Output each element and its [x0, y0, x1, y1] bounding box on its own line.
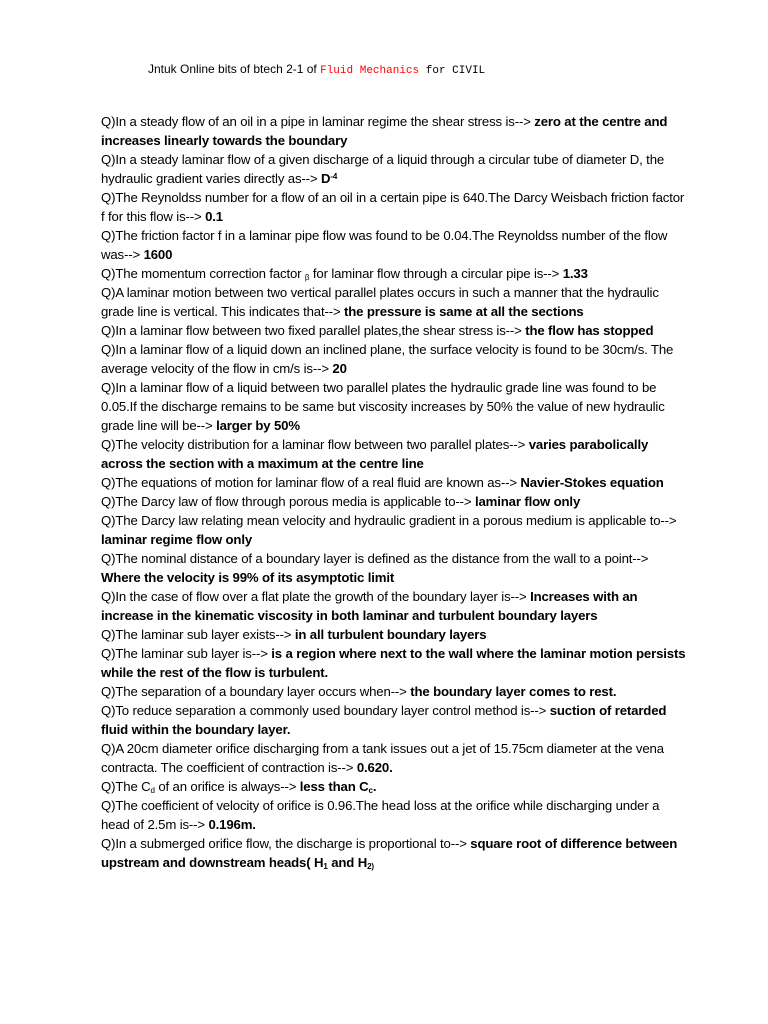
answer-subscript-2: 2) — [367, 862, 374, 871]
answer-text: 0.620. — [356, 760, 393, 775]
question-text: Q)In a laminar flow between two fixed parallel plates,the shear stress is--> — [101, 323, 526, 338]
qa-item — [101, 511, 691, 549]
qa-item — [101, 739, 691, 777]
question-text: Q)The Darcy law of flow through porous media is applicable to--> — [101, 494, 475, 509]
qa-item — [101, 625, 691, 644]
question-text: Q)In a laminar flow of a liquid between two parallel plates the hydraulic grade line was found to be 0.05.If the discharge remains to be same but viscosity increases by 50% the value of new hydraulic grade line will be--> — [101, 380, 665, 433]
qa-item — [101, 492, 691, 511]
answer-text: Increases with an increase in the kinematic viscosity in both laminar and turbulent boundary layers — [101, 589, 638, 623]
qa-item — [101, 796, 691, 834]
answer-base: less than C — [299, 779, 369, 794]
qa-item — [101, 378, 691, 435]
question-text-cont: for laminar flow through a circular pipe is--> — [309, 266, 563, 281]
question-text: Q)A 20cm diameter orifice discharging from a tank issues out a jet of 15.75cm diameter at the vena contracta. The coefficient of contraction is--> — [101, 741, 664, 775]
qa-item — [101, 834, 691, 872]
answer-text: the boundary layer comes to rest. — [410, 684, 617, 699]
question-text: Q)A laminar motion between two vertical parallel plates occurs in such a manner that the hydraulic grade line is vertical. This indicates that--> — [101, 285, 659, 319]
answer-text: is a region where next to the wall where the laminar motion persists while the rest of the flow is turbulent. — [101, 646, 686, 680]
question-text: Q)The friction factor f in a laminar pipe flow was found to be 0.04.The Reynoldss number of the flow was--> — [101, 228, 668, 262]
question-text: Q)The equations of motion for laminar flow of a real fluid are known as--> — [101, 475, 521, 490]
answer-text: 0.196m. — [208, 817, 256, 832]
answer-text: laminar regime flow only — [101, 532, 253, 547]
answer-text: Where the velocity is 99% of its asymptotic limit — [101, 570, 395, 585]
header-subject: Fluid Mechanics — [320, 65, 420, 77]
page-header — [148, 62, 485, 77]
answer-text: laminar flow only — [474, 494, 581, 509]
qa-item — [101, 435, 691, 473]
qa-list — [101, 112, 691, 872]
question-text: Q)The velocity distribution for a laminar flow between two parallel plates--> — [101, 437, 529, 452]
answer-text: 1600 — [143, 247, 173, 262]
answer-subscript: 1 — [323, 862, 328, 871]
qa-item — [101, 340, 691, 378]
qa-item — [101, 112, 691, 150]
qa-item — [101, 150, 691, 188]
question-text: Q)The nominal distance of a boundary layer is defined as the distance from the wall to a point--> — [101, 551, 649, 566]
answer-superscript: -4 — [330, 172, 338, 181]
question-text: Q)In a laminar flow of a liquid down an inclined plane, the surface velocity is found to be 30cm/s. The average velocity of the flow in cm/s is--> — [101, 342, 674, 376]
question-text: Q)The momentum correction factor — [101, 266, 305, 281]
answer-subscript: c — [368, 786, 373, 795]
qa-item — [101, 264, 691, 283]
question-text: Q)The laminar sub layer exists--> — [101, 627, 295, 642]
answer-tail: and H — [327, 855, 368, 870]
answer-text: varies parabolically across the section with a maximum at the centre line — [101, 437, 649, 471]
answer-text: 20 — [332, 361, 347, 376]
answer-text: Navier-Stokes equation — [520, 475, 664, 490]
answer-text: zero at the centre and increases linearly towards the boundary — [101, 114, 668, 148]
qa-item — [101, 587, 691, 625]
answer-text: in all turbulent boundary layers — [294, 627, 487, 642]
answer-base: D — [320, 171, 331, 186]
answer-text: the flow has stopped — [525, 323, 654, 338]
answer-tail: . — [372, 779, 377, 794]
qa-item — [101, 644, 691, 682]
qa-item — [101, 473, 691, 492]
question-subscript: β — [304, 273, 310, 282]
answer-text: suction of retarded fluid within the boundary layer. — [101, 703, 667, 737]
question-text: Q)In a submerged orifice flow, the discharge is proportional to--> — [101, 836, 471, 851]
header-suffix: for CIVIL — [419, 65, 486, 77]
answer-text: 1.33 — [562, 266, 588, 281]
question-text: Q)In a steady laminar flow of a given discharge of a liquid through a circular tube of diameter D, the hydraulic gradient varies directly as--> — [101, 152, 665, 186]
qa-item — [101, 682, 691, 701]
question-text-cont: of an orifice is always--> — [154, 779, 300, 794]
qa-item — [101, 321, 691, 340]
qa-item — [101, 283, 691, 321]
qa-item — [101, 701, 691, 739]
answer-text: 0.1 — [205, 209, 223, 224]
question-subscript: d — [150, 786, 155, 795]
qa-item — [101, 188, 691, 226]
answer-base: square root of difference between upstream and downstream heads( H — [101, 836, 678, 870]
answer-text — [321, 171, 337, 186]
question-text: Q)To reduce separation a commonly used boundary layer control method is--> — [101, 703, 550, 718]
question-text: Q)The Reynoldss number for a flow of an oil in a certain pipe is 640.The Darcy Weisbach friction factor f for this flow is--> — [101, 190, 685, 224]
qa-item — [101, 226, 691, 264]
question-text: Q)The coefficient of velocity of orifice is 0.96.The head loss at the orifice while discharging under a head of 2.5m is--> — [101, 798, 660, 832]
question-text: Q)The Darcy law relating mean velocity and hydraulic gradient in a porous medium is applicable to--> — [101, 513, 677, 528]
question-text: Q)The C — [101, 779, 151, 794]
qa-item — [101, 549, 691, 587]
question-text: Q)In a steady flow of an oil in a pipe in laminar regime the shear stress is--> — [101, 114, 535, 129]
qa-item — [101, 777, 691, 796]
question-text: Q)The separation of a boundary layer occurs when--> — [101, 684, 411, 699]
answer-text: the pressure is same at all the sections — [344, 304, 584, 319]
question-text: Q)The laminar sub layer is--> — [101, 646, 272, 661]
answer-text: larger by 50% — [216, 418, 300, 433]
question-text: Q)In the case of flow over a flat plate the growth of the boundary layer is--> — [101, 589, 531, 604]
answer-text — [300, 779, 377, 794]
header-prefix: Jntuk Online bits of btech 2-1 of — [148, 62, 321, 76]
